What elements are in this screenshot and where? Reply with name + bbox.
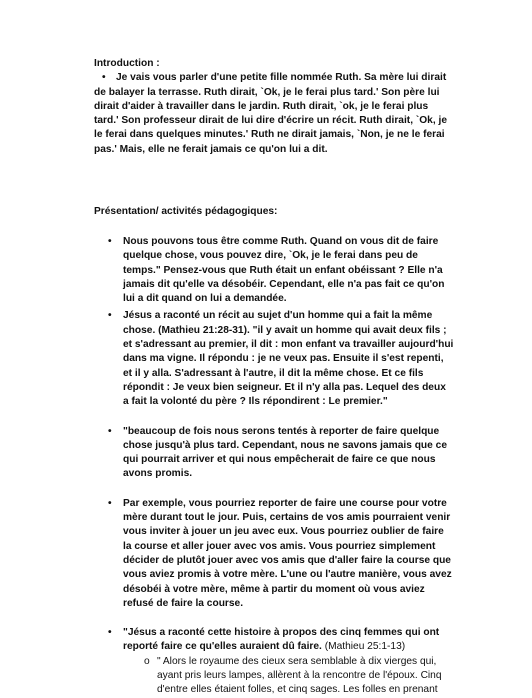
intro-paragraph <box>94 71 454 157</box>
list-item <box>94 497 454 611</box>
bullet-icon: • <box>108 236 112 247</box>
circle-bullet-icon: o <box>144 655 150 667</box>
bullet-icon: • <box>108 497 112 509</box>
activity-list <box>94 235 454 698</box>
list-item-text: Par exemple, vous pourriez reporter de faire une course pour votre mère durant tout le jour. Puis, certains de vos amis pourraient venir vous inviter à jouer un jeu avec eux. Vous pourriez oublier de faire la course et aller jouer avec vos amis. Vous pourriez simplement décider de plutôt jouer avec vos amis que d'aller faire la course que vous aviez promis à votre mère. L'une ou l'autre manière, vous avez désobéi à votre mère, même à partir du moment où vous aviez refusé de faire la course. <box>123 497 452 609</box>
bullet-icon: • <box>108 310 112 322</box>
list-item-text: Nous pouvons tous être comme Ruth. Quand on vous dit de faire quelque chose, vous pouvez dire, `Ok, je le ferai dans peu de temps." Pensez-vous que Ruth était un enfant obéissant ? Elle n'a jamais dit qu'elle va désobéir. Cependant, elle n'a pas fait ce qu'on lui a dit quand on lui a demandée. <box>123 236 445 305</box>
list-item-text: "beaucoup de fois nous serons tentés à reporter de faire quelque chose jusqu'à plus tard. Cependant, nous ne savons jamais que ce qui pourrait arriver et qui nous empêcherait de faire ce que nous avons promis. <box>123 425 447 480</box>
document-page <box>94 57 454 696</box>
section-title: Présentation/ activités pédagogiques: <box>94 206 278 217</box>
list-item <box>94 626 454 655</box>
bullet-icon: • <box>108 627 112 639</box>
bible-reference: (Mathieu 25:1-13) <box>321 641 406 653</box>
list-item-text: "Jésus a raconté cette histoire à propos des cinq femmes qui ont reporté faire ce qu'elles auraient dû faire. <box>123 627 440 653</box>
list-item <box>94 235 454 306</box>
sub-list-item <box>94 655 454 698</box>
list-item <box>94 425 454 482</box>
intro-title: Introduction : <box>94 58 160 69</box>
bullet-icon: • <box>108 425 112 437</box>
list-item-text: Jésus a raconté un récit au sujet d'un homme qui a fait la même chose. (Mathieu 21:28-31). "il y avait un homme qui avait deux fils ; et s'adressant au premier, il dit : mon enfant va travailler aujourd'hui dans ma vigne. Il répondu : je ne veux pas. Ensuite il s'est repenti, et il y alla. S'adressant à l'autre, il dit la même chose. Et ce fils répondit : Je veux bien seigneur. Et il n'y alla pas. Lequel des deux a fait la volonté du père ? Ils répondirent : Le premier." <box>123 310 454 408</box>
list-item <box>94 309 454 409</box>
sub-list-item-text: " Alors le royaume des cieux sera semblable à dix vierges qui, ayant pris leurs lampes, allèrent à la rencontre de l'époux. Cinq d'entre elles étaient folles, et cinq sages. Les folles en prenant <box>157 655 442 696</box>
intro-text: Je vais vous parler d'une petite fille nommée Ruth. Sa mère lui dirait de balayer la terrasse. Ruth dirait, `Ok, je le ferai plus tard.' Son père lui dirait d'aider à travailler dans le jardin. Ruth dirait, `ok, je le ferai plus tard.' Son professeur dirait de lui dire d'écrire un récit. Ruth dirait, `Ok, je le ferai dans quelques minutes.' Ruth ne dirait jamais, `Non, je ne le ferai pas.' Mais, elle ne ferait jamais ce qu'on lui a dit. <box>94 72 447 155</box>
bullet-icon: • <box>102 72 106 84</box>
